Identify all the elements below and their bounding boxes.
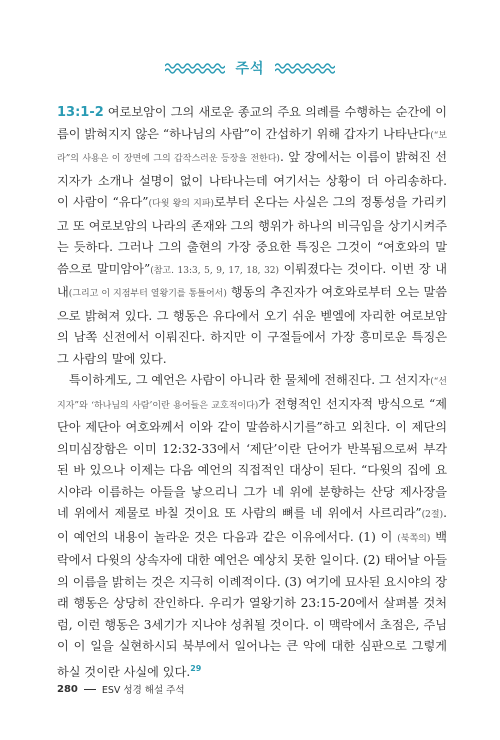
paragraph-1-text-b: . 앞 장에서는 이름이 밝혀진 선지자가 소개나 설명이 없이 나타나는데 여기서는 상황이 더 아리송하다. 이 사람이 “유다” [57,150,447,209]
paragraph-1-text-d: 이뤄졌다는 것이다. 이번 장 내내 [57,261,447,299]
paragraph-2-text-c: . 이 예언의 내용이 놀라운 것은 다음과 같은 이유에서다. (1) 이 [57,506,447,544]
footnote-marker[interactable]: 29 [190,663,202,673]
book-title: ESV 성경 해설 주석 [101,685,185,696]
paragraph-2-note-3: (북쪽의) [397,533,431,544]
section-title: 주석 [235,61,265,77]
paragraph-2-note-1: (“선지자”와 ‘하나님의 사람’이란 용어들은 교호적이다) [57,377,447,411]
paragraph-1-note-3: (참고. 13:3, 5, 9, 17, 18, 32) [150,265,280,276]
footer-divider [84,689,96,690]
paragraph-2 [57,370,447,683]
wave-ornament-left-icon [165,61,225,75]
paragraph-2-note-2: (2절) [421,510,444,520]
paragraph-1 [57,102,447,370]
paragraph-1-text-c: 로부터 온다는 사실은 그의 정통성을 가리키고 또 여로보암의 나라의 존재와 그의 행위가 하나의 비극임을 상기시켜주는 듯하다. 그러나 그의 출현의 가장 중요한 특징은 그것이 “여호와의 말씀으로 말미암아” [57,195,447,276]
paragraph-2-text-b: 가 전형적인 선지자적 방식으로 “제단아 제단아 여호와께서 이와 같이 말씀하시기를”하고 외친다. 이 제단의 의미심장함은 이미 12:32-33에서 ‘제단’이란 단어가 반복됨으로써 부각된 바 있으나 이제는 다음 예언의 직접적인 대상이 된다. “다윗의 집에 요시야라 이름하는 아들을 낳으리니 그가 네 위에 분향하는 산당 제사장을 네 위에서 제물로 바칠 것이요 또 사람의 뼈를 네 위에서 사르리라” [57,396,447,520]
paragraph-1-note-1: (“보라”의 사용은 이 장면에 그의 갑작스러운 등장을 전한다) [57,130,447,164]
paragraph-2-text-d: 백락에서 다윗의 상속자에 대한 예언은 예상치 못한 일이다. (2) 태어날 아들의 이름을 밝히는 것은 지극히 이례적이다. (3) 여기에 묘사된 요시야의 장래 행동은 상당히 잔인하다. 우리가 열왕기하 23:15-20에서 살펴볼 것처럼, 이런 행동은 3세기가 지나야 성취될 것이다. 이 맥락에서 초점은, 주님이 이 일을 실현하시되 북부에서 일어나는 큰 악에 대한 심판으로 그렇게 하실 것이란 사실에 있다. [57,529,447,679]
paragraph-1-text-e: 행동의 추진자가 여호와로부터 오는 말씀으로 밝혀져 있다. 그 행동은 유다에서 오기 쉬운 벧엘에 자리한 여로보암의 남쪽 신전에서 이뤄진다. 하지만 이 구절들에서 가장 흥미로운 특징은 그 사람의 말에 있다. [57,285,447,366]
page-footer [57,682,185,696]
paragraph-1-note-2: (다윗 왕의 지파) [148,199,215,209]
page-number: 280 [57,683,78,695]
verse-reference: 13:1-2 [57,105,104,120]
wave-ornament-right-icon [275,61,335,75]
paragraph-2-text-a: 특이하게도, 그 예언은 사람이 아니라 한 물체에 전해진다. 그 선지자 [69,373,431,387]
section-header [0,58,500,78]
commentary-body [57,102,447,683]
paragraph-1-text-a: 여로보암이 그의 새로운 종교의 주요 의례를 수행하는 순간에 이름이 밝혀지지 않은 “하나님의 사람”이 간섭하기 위해 갑자기 나타난다 [57,105,447,141]
paragraph-1-note-4: (그리고 이 지점부터 열왕기를 통틀어서) [68,289,227,299]
